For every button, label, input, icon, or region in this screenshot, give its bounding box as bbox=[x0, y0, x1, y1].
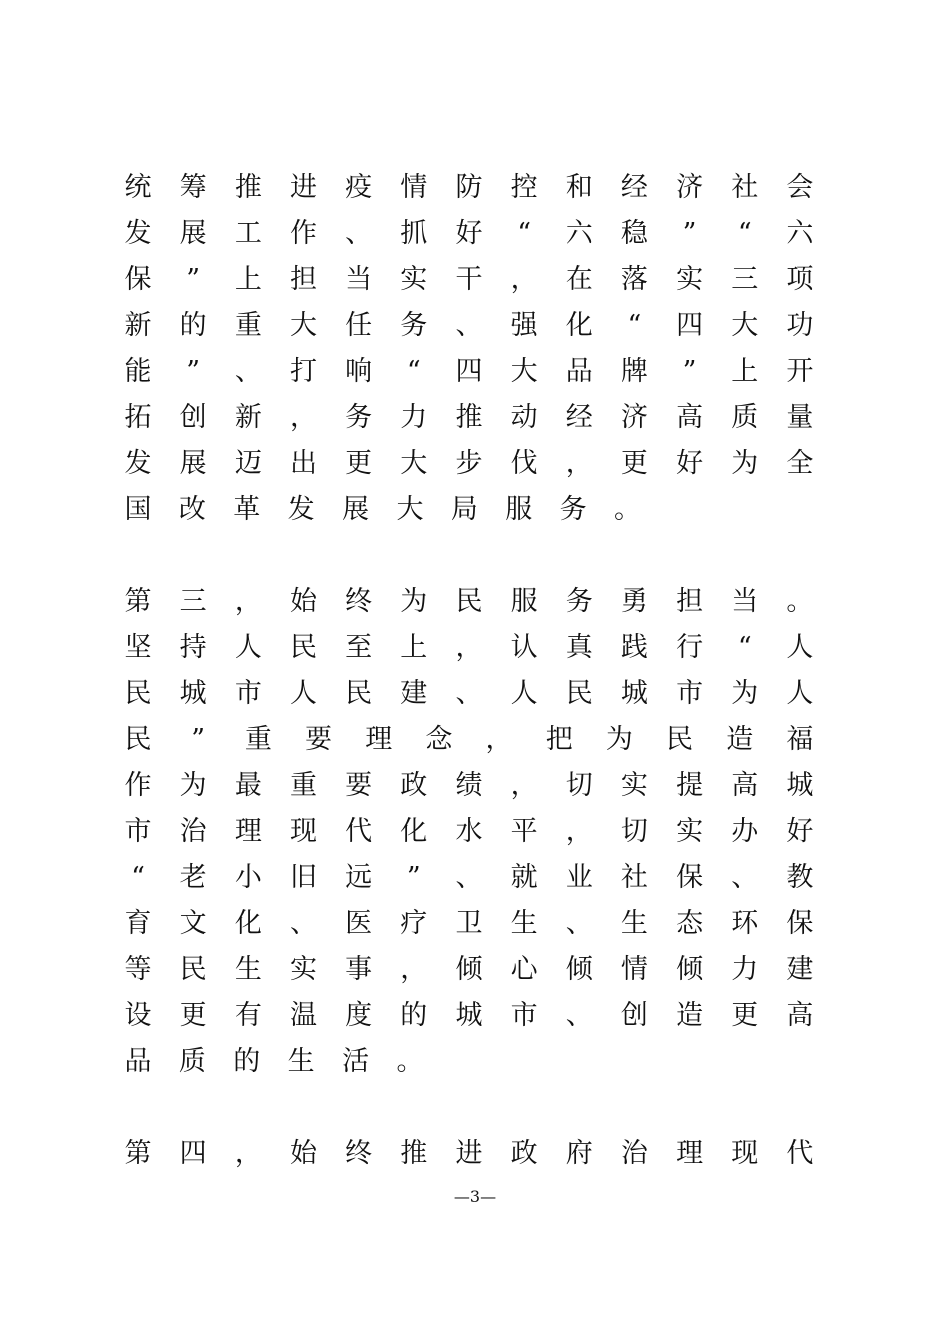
text-line: 保 ” 上 担 当 实 干 ， 在 落 实 三 项 bbox=[124, 264, 814, 295]
page-number: —3— bbox=[453, 1187, 497, 1206]
text-line: 发 展 迈 出 更 大 步 伐 ， 更 好 为 全 bbox=[124, 448, 814, 479]
paragraph bbox=[124, 165, 814, 533]
text-line: 设 更 有 温 度 的 城 市 、 创 造 更 高 bbox=[124, 1000, 814, 1031]
text-line: 能 ” 、 打 响 “ 四 大 品 牌 ” 上 开 bbox=[124, 356, 814, 387]
text-line: 等 民 生 实 事 ， 倾 心 倾 情 倾 力 建 bbox=[124, 954, 814, 985]
text-line: 民 ” 重 要 理 念 ， 把 为 民 造 福 bbox=[124, 724, 814, 755]
text-line: 国 改 革 发 展 大 局 服 务 。 bbox=[124, 494, 642, 525]
paragraph bbox=[124, 1131, 814, 1177]
text-line: 统 筹 推 进 疫 情 防 控 和 经 济 社 会 bbox=[124, 172, 814, 203]
text-line: 育 文 化 、 医 疗 卫 生 、 生 态 环 保 bbox=[124, 908, 814, 939]
paragraph bbox=[124, 579, 814, 1085]
text-line: 作 为 最 重 要 政 绩 ， 切 实 提 高 城 bbox=[124, 770, 814, 801]
text-line: 第 四 ， 始 终 推 进 政 府 治 理 现 代 bbox=[124, 1138, 814, 1169]
text-line: 发 展 工 作 、 抓 好 “ 六 稳 ” “ 六 bbox=[124, 218, 814, 249]
text-line: 拓 创 新 ， 务 力 推 动 经 济 高 质 量 bbox=[124, 402, 814, 433]
text-line: “ 老 小 旧 远 ” 、 就 业 社 保 、 教 bbox=[131, 862, 814, 893]
body-text bbox=[124, 165, 814, 1177]
text-line: 新 的 重 大 任 务 、 强 化 “ 四 大 功 bbox=[124, 310, 814, 341]
text-line: 第 三 ， 始 终 为 民 服 务 勇 担 当 。 bbox=[124, 586, 814, 617]
text-line: 品 质 的 生 活 。 bbox=[124, 1046, 424, 1077]
text-line: 民 城 市 人 民 建 、 人 民 城 市 为 人 bbox=[124, 678, 814, 709]
text-line: 坚 持 人 民 至 上 ， 认 真 践 行 “ 人 bbox=[124, 632, 814, 663]
text-line: 市 治 理 现 代 化 水 平 ， 切 实 办 好 bbox=[124, 816, 814, 847]
